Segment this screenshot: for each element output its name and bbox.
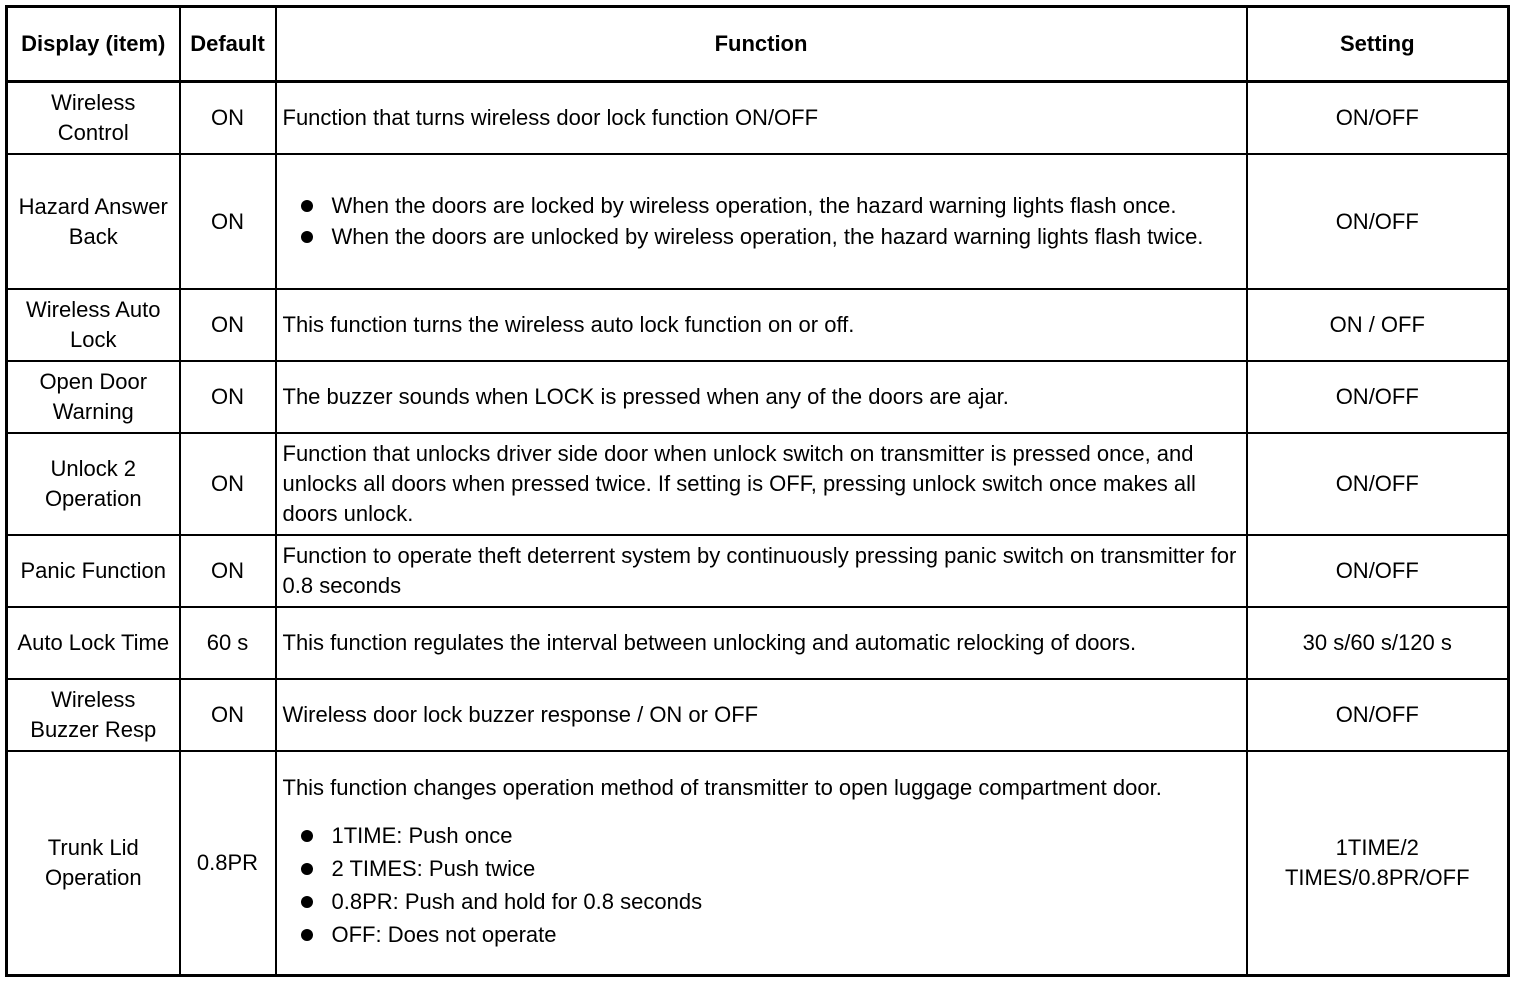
function-cell: Wireless door lock buzzer response / ON or OFF [276, 679, 1247, 751]
setting-cell: 30 s/60 s/120 s [1247, 607, 1509, 679]
setting-cell: ON/OFF [1247, 154, 1509, 289]
function-cell: Function to operate theft deterrent system by continuously pressing panic switch on transmitter for 0.8 seconds [276, 535, 1247, 607]
function-cell: Function that turns wireless door lock function ON/OFF [276, 82, 1247, 155]
customize-settings-table [5, 5, 1510, 977]
default-cell: ON [180, 361, 276, 433]
list-item [283, 191, 1240, 221]
bullet-icon [301, 231, 313, 243]
item-cell: Hazard Answer Back [7, 154, 180, 289]
function-cell: This function turns the wireless auto lock function on or off. [276, 289, 1247, 361]
function-cell [276, 751, 1247, 976]
table-row [7, 751, 1509, 976]
setting-cell: ON/OFF [1247, 679, 1509, 751]
bullet-list [283, 821, 1240, 950]
table-row [7, 607, 1509, 679]
default-cell: ON [180, 433, 276, 535]
bullet-icon [301, 830, 313, 842]
header-default: Default [180, 7, 276, 82]
list-item [283, 920, 1240, 950]
setting-cell: ON / OFF [1247, 289, 1509, 361]
item-cell: Auto Lock Time [7, 607, 180, 679]
function-cell: The buzzer sounds when LOCK is pressed when any of the doors are ajar. [276, 361, 1247, 433]
item-cell: Open Door Warning [7, 361, 180, 433]
header-setting: Setting [1247, 7, 1509, 82]
function-cell: This function regulates the interval between unlocking and automatic relocking of doors. [276, 607, 1247, 679]
setting-cell: ON/OFF [1247, 535, 1509, 607]
setting-cell: ON/OFF [1247, 82, 1509, 155]
item-cell: Trunk Lid Operation [7, 751, 180, 976]
default-cell: ON [180, 679, 276, 751]
setting-cell: 1TIME/2 TIMES/0.8PR/OFF [1247, 751, 1509, 976]
bullet-list [283, 191, 1240, 252]
function-cell: Function that unlocks driver side door when unlock switch on transmitter is pressed once, and unlocks all doors when pressed twice. If setting is OFF, pressing unlock switch once makes all doors unlock. [276, 433, 1247, 535]
default-cell: ON [180, 82, 276, 155]
list-item [283, 887, 1240, 917]
default-cell: ON [180, 289, 276, 361]
list-item-text: When the doors are locked by wireless operation, the hazard warning lights flash once. [331, 193, 1177, 218]
bullet-icon [301, 863, 313, 875]
setting-cell: ON/OFF [1247, 433, 1509, 535]
table-row [7, 433, 1509, 535]
default-cell: ON [180, 154, 276, 289]
list-item [283, 854, 1240, 884]
item-cell: Panic Function [7, 535, 180, 607]
default-cell: ON [180, 535, 276, 607]
list-item [283, 222, 1240, 252]
list-item [283, 821, 1240, 851]
list-item-text: 1TIME: Push once [331, 823, 513, 848]
bullet-icon [301, 896, 313, 908]
table-row [7, 154, 1509, 289]
list-item-text: OFF: Does not operate [331, 922, 557, 947]
bullet-icon [301, 929, 313, 941]
table-row [7, 361, 1509, 433]
header-display: Display (item) [7, 7, 180, 82]
default-cell: 0.8PR [180, 751, 276, 976]
list-item-text: 2 TIMES: Push twice [331, 856, 536, 881]
default-cell: 60 s [180, 607, 276, 679]
setting-cell: ON/OFF [1247, 361, 1509, 433]
item-cell: Unlock 2 Operation [7, 433, 180, 535]
item-cell: Wireless Buzzer Resp [7, 679, 180, 751]
function-cell [276, 154, 1247, 289]
table-row [7, 535, 1509, 607]
table-row [7, 289, 1509, 361]
list-item-text: 0.8PR: Push and hold for 0.8 seconds [331, 889, 703, 914]
item-cell: Wireless Control [7, 82, 180, 155]
table-row [7, 82, 1509, 155]
header-row [7, 7, 1509, 82]
bullet-icon [301, 200, 313, 212]
item-cell: Wireless Auto Lock [7, 289, 180, 361]
header-function: Function [276, 7, 1247, 82]
function-text: This function changes operation method of transmitter to open luggage compartment door. [282, 775, 1162, 800]
table-row [7, 679, 1509, 751]
list-item-text: When the doors are unlocked by wireless operation, the hazard warning lights flash twice. [331, 224, 1204, 249]
